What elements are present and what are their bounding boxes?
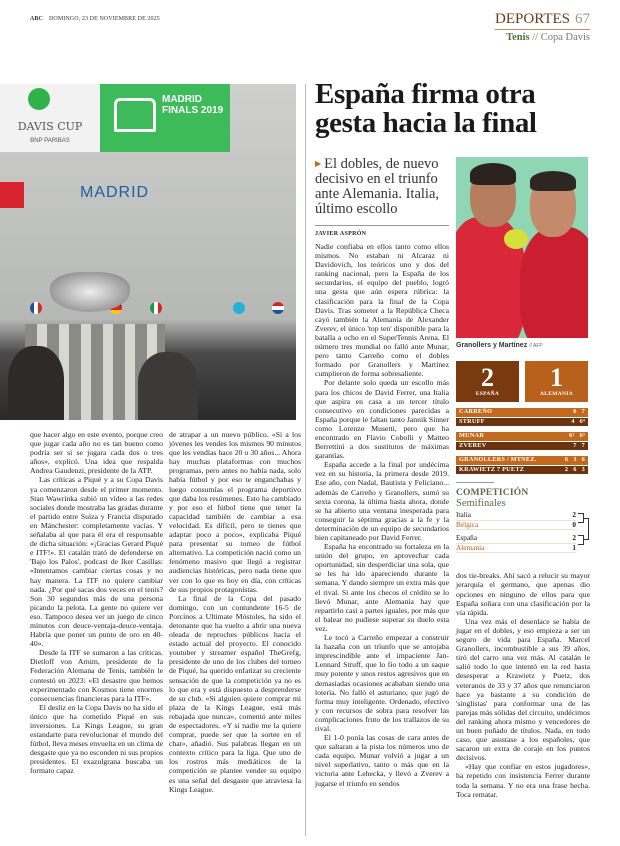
paragraph: «Hay que confiar en estos jugadores», ha repetido con insistencia Ferrer durante toda la semana. Y no era una frase hecha. Toca rematar. [456, 762, 590, 799]
section-name: DEPORTES [495, 11, 570, 27]
set-score: 6 [564, 456, 569, 463]
trophy-icon [114, 98, 156, 132]
madrid-finals-banner [100, 84, 230, 152]
set-scores [566, 418, 585, 427]
paragraph: Le tocó a Carreño empezar a construir la hazaña con un triunfo que se antojaba imprescindible ante el impaciente Jan-Lennard Struff, que lo fio todo a un saque muy potente y unos restos agresivos que en demasiadas ocasiones acababan siendo una lotería. No falló el asturiano, que jugó de forma muy inteligente. Ordenado, efectivo y con recursos de sobra para resolver las complicaciones fruto de los trallazos de su rival. [315, 633, 449, 733]
bracket-line [584, 518, 589, 540]
away-score: 1 [550, 363, 563, 392]
set-scores [560, 466, 585, 475]
subheadline [315, 156, 449, 217]
paragraph: Por delante solo queda un escollo más para los chicos de David Ferrer, una Italia que aspira en casa a un tercer título consecutivo en condiciones parecidas a España porque le faltan tanto Jannik Sinner como Lorenzo Musetti, pero que ha encontrado en Flavio Cobolli y Matteo Berrettini a dos sustitutos de máximas garantías. [315, 378, 449, 461]
subsection-tag: Tenis [506, 32, 530, 43]
madrid-finals-text: MADRID FINALS 2019 [162, 94, 224, 116]
granollers-martinez-photo [456, 157, 588, 338]
player-row [456, 466, 588, 475]
away-team: ALEMANIA [540, 391, 573, 397]
spectator-head [138, 352, 198, 420]
home-score-box [456, 361, 519, 402]
team-name: Alemania [456, 542, 485, 552]
player-name: CARREÑO [459, 408, 493, 415]
set-score: 2 [564, 465, 569, 473]
paragraph: Desde la ITF se sumaron a las críticas. Dietloff von Arnim, presidente de la Federación Alemana de Tenis, también le contestó en 2023: «El desastre que hemos experimentado con Kosmos tiene enormes consecuencias financieras para la ITF». [30, 648, 163, 703]
left-article-column-2 [169, 430, 301, 794]
player-row [456, 456, 588, 465]
match-group [456, 408, 588, 426]
team-score: 2 [572, 533, 576, 543]
subheadline-text: El dobles, de nuevo decisivo en el triunfo ante Alemania. Italia, último escollo [315, 156, 440, 217]
spectator-head [8, 346, 64, 420]
set-scores [568, 408, 585, 417]
set-score: 6 [573, 465, 577, 473]
competition-title: COMPETICIÓN [456, 488, 529, 498]
team-name: Bélgica [456, 519, 479, 529]
set-score: 7 [581, 408, 585, 415]
photo-caption [456, 341, 590, 351]
page-number: 67 [575, 11, 590, 27]
article-column-4 [456, 571, 590, 798]
paragraph: dos tie-breaks. Ahí sacó a relucir su mayor jerarquía el germano, que apenas dio opciones en ninguno de ellos para que España soñara con una clasificación por la vía rápida. [456, 571, 590, 617]
flag-icon [150, 302, 162, 314]
tennis-balls [504, 229, 528, 249]
date: DOMINGO, 23 DE NOVIEMBRE DE 2025 [48, 16, 160, 22]
sponsor-text: BNP PARIBAS [30, 138, 70, 144]
madrid-logo: MADRID [80, 184, 150, 201]
davis-cup-text: DAVIS CUP [17, 120, 83, 133]
match-results [456, 408, 588, 474]
player-name: GRANOLLERS / MTNEZ. [459, 456, 537, 463]
set-score: 6 [573, 408, 577, 415]
paragraph: de atrapar a un nuevo público. «Si a los jóvenes les vendes los mismos 90 minutos que les vendías hace 20 o 30 años... Ahora hay muchas plataformas con muchos programas, pero antes no había nada, solo había fútbol y por eso te enganchabas y luego consumías el programa deportivo que daba los resúmenes. Esto ha cambiado y por eso el fútbol tiene que tener la capacidad también de cambiar a esa velocidad. Es difícil, pero te tienes que adaptar poco a poco», explicaba Piqué para presentar su torneo de fútbol alternativo. La competición nació como un fenómeno masivo que llegó a registrar audiencias históricas, pero nada tiene que ver con lo que es hoy en día, con críticas de sus propios protagonistas. [169, 430, 301, 594]
brand: ABC [30, 16, 43, 22]
match-group [456, 456, 588, 474]
paragraph: España accede a la final por undécima vez en su historia, la primera desde 2019. Ese año, con Nadal, Bautista y Feliciano... además de Carreño y Granollers, sumó su sexta corona, la última hasta ahora, donde se ha abierto una ventana inesperada para conseguir la séptima gracias a la fe y la determinación de un equipo de secundarios bien capitaneado por David Ferrer. [315, 460, 449, 542]
sidebar-column [456, 157, 590, 799]
set-scores [564, 432, 585, 441]
set-scores [568, 442, 585, 451]
set-score: 6⁴ [579, 417, 585, 425]
flag-icon [30, 302, 42, 314]
article-main-column [315, 156, 449, 788]
left-article-column-1 [30, 430, 163, 776]
page-folio [30, 16, 160, 22]
paragraph: El desliz en la Copa Davis no ha sido el único que ha cometido Piqué en sus inversiones. La Kings League, su gran estandarte para revolucionar el mundo del fútbol, lleva meses envuelta en un clima de desgaste que ya no esconden ni sus propios presidentes. El exazulgrana buscaba un formato capaz [30, 702, 164, 776]
paragraph: La final de la Copa del pasado domingo, con un contundente 16-5 de Porcinos a Ultimate Móstoles, ha sido el detonante que ha vuelto a abrir una nueva oleada de reproches públicos hacia el estado actual del proyecto. El conocido youtuber y streamer español TheGrefg, presidente de uno de los clubes del torneo de Piqué, ha querido enfatizar su creciente sensación de que la competición ya no es lo que era y está dispuesto a desprenderse de su club. «Si alguien quiere comprar mi plaza de la Kings League, está más rebajada que nunca», comentó ante miles de espectadores. «Y si nadie me la quiere comprar, puede ser que la sortee en el chat», añadió. Sus palabras llegan en un contexto crítico para la liga. Que uno de los rostros más mediáticos de la competición se plantee vender su equipo es una señal del desgaste que atraviesa la Kings League. [169, 593, 301, 794]
player-row [456, 442, 588, 451]
away-score-box [525, 361, 588, 402]
paragraph: Nadie confiaba en ellos tanto como ellos mismos. No estaban ni Alcaraz ni Davidovich, los teóricos uno y dos del ranking nacional, pero la España de los secundarios, el equipo del pueblo, logró una gesta que aún espera rúbrica: la clasificación para la final de la Copa Davis. Tras someter a la República Checa cayó también la Alemania de Alexander Zverev, el único 'top ten' disponible para la batalla a ocho en el SuperTennis Arena. El número tres mundial no falló ante Munar, pero tanto Carreño como el dobles formado por Granollers y Martínez cumplieron de forma sobresaliente. [315, 242, 449, 379]
flag-icon [272, 302, 284, 314]
paragraph: El 1-0 ponía las cosas de cara antes de que saltaran a la pista los números uno de cada equipo. Munar volvió a jugar a un nivel superlativo, tanto o más que en la victoria ante Lehecka, y llevó a Zverev a jugarse el triunfo en sendos [315, 733, 449, 788]
player-name: STRUFF [459, 417, 485, 425]
headline: España firma otra gesta hacia la final [315, 78, 537, 139]
home-score: 2 [481, 363, 494, 392]
subsection [495, 32, 590, 43]
caption-text: Granollers y Martínez [456, 342, 528, 349]
scoreboard [456, 361, 588, 474]
set-score: 3 [573, 456, 577, 463]
set-score: 6 [581, 456, 585, 463]
davis-cup-trophy-photo [0, 84, 296, 420]
set-score: 3 [581, 465, 585, 473]
match-group [456, 432, 588, 450]
subsection-name: Copa Davis [540, 32, 590, 43]
team-name: España [456, 533, 478, 543]
team-score: 2 [572, 510, 576, 519]
set-score: 4 [571, 417, 575, 425]
column-divider [305, 84, 306, 836]
paragraph: España ha encontrado su fortaleza en la unión del grupo, en aprovechar cada oportunidad, sin desperdiciar una sola, que se les ha ido apareciendo durante la semana. Y dando siempre un extra más que el rival. Si ante los checos el crédito se lo llevó Munar, ante Alemania hay que repartirlo casi a partes iguales, por más que el balear no pudiese superar su duelo esta vez. [315, 542, 449, 633]
divider [456, 482, 494, 483]
team-row [456, 544, 576, 554]
davis-cup-emblem-icon [28, 88, 50, 110]
davis-cup-logo [0, 84, 100, 152]
article-column-3 [315, 242, 449, 788]
photo-credit: // AFP [529, 343, 543, 349]
team-score: 1 [572, 542, 576, 552]
section-header [495, 10, 590, 43]
comunidad-madrid-logo [0, 182, 24, 208]
set-score: 7 [581, 441, 585, 449]
player-row [456, 432, 588, 441]
player-name: ZVEREV [459, 441, 487, 449]
paragraph: Una vez más el desenlace se había de jugar en el dobles, y eso empieza a ser un seguro de vida para España. Marcel Granollers, incombustible a sus 39 años, tiró del carro una vez más. Al catalán le salió todo lo que intentó en la red hasta desesperar a Krawietz y Puetz, dos veteranos de 33 y 37 años que renunciaron hace ya bastante a su condición de 'singlistas' para conformar una de las parejas más sólidas del circuito, undécimos del ranking ahora mismo y vencedores de un buen puñado de títulos. Nada, en todo caso, que asustase a los españoles, que sacaron un extra de coraje en los puntos decisivos. [456, 616, 590, 763]
set-scores [560, 456, 585, 465]
byline: JAVIER ASPRÓN [315, 225, 449, 238]
competition-box [456, 482, 590, 553]
player-row [456, 408, 588, 417]
round-title: Semifinales [456, 498, 506, 509]
set-score: 6² [569, 432, 575, 439]
player-row [456, 418, 588, 427]
team-row [456, 521, 576, 531]
triangle-bullet-icon: ▶ [315, 159, 322, 168]
home-team: ESPAÑA [475, 391, 500, 397]
tie-1 [456, 511, 590, 530]
trophy-bowl [50, 272, 130, 312]
player-name: MUNAR [459, 432, 485, 439]
set-score: 6³ [579, 432, 585, 439]
team-name: Italia [456, 510, 471, 519]
section-title [495, 11, 590, 30]
flag-icon [233, 302, 245, 314]
player-name: KRAWIETZ 7 PUETZ [459, 465, 525, 473]
set-score: 7 [573, 441, 577, 449]
paragraph: que hacer algo en este evento, porque creo que jugar cada año no es tan bueno como podría ser si se jugara cada dos o tres años», explicó. Una idea que respalda Andrea Gaudenzi, presidente de la ATP. [30, 430, 163, 476]
team-score: 0 [572, 519, 576, 529]
paragraph: Las críticas a Piqué y a su Copa Davis ya comenzaron desde el primer momento. Stan Wawrinka subió un vídeo a las redes sociales donde mostraba las gradas durante el partido entre Suiza y Francia disputado en Mánchester: completamente vacías. Y señalaba al que para él era el responsable de dicha situación: «¡Gracias Gerard Piqué e ITF!». El catalán trató de defenderse en 'Bajo los Palos', podcast de Iker Casillas: «Intentamos cambiar ciertas cosas y no hay manera. La ITF no quiere cambiar nada. ¿Por qué sacas dos veces en el tenis? Son 30 segundos más de una persona picando la pelota. La gente no quiere ver eso. Tampoco desea ver un juego de cinco minutos con deuce-ventaja-deuce-ventaja. Habría que poner un punto de oro en 40-40». [30, 475, 163, 649]
tie-2 [456, 534, 590, 553]
separator: // [532, 32, 539, 43]
